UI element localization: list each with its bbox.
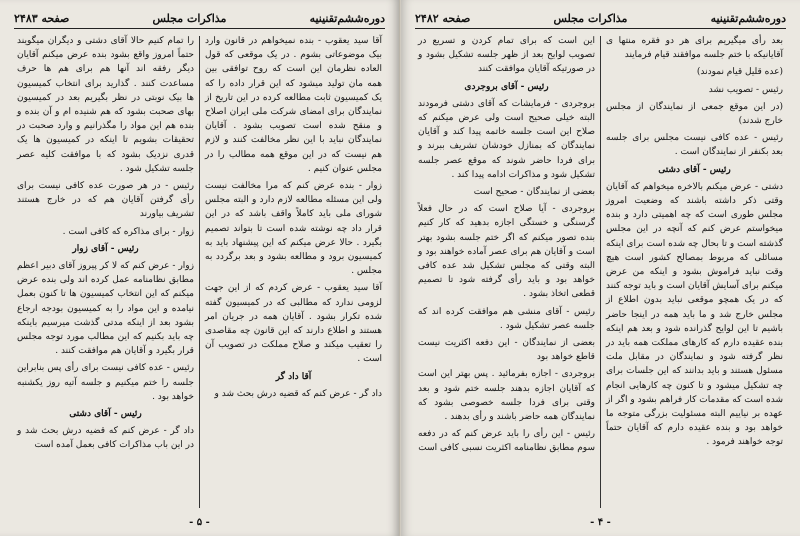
paragraph: بعضی از نمایندگان - صحیح است (473, 187, 595, 198)
column-divider (600, 36, 601, 508)
left-page-footer: - ۵ - (189, 517, 210, 528)
speaker-heading: رئیس - آقای زوار (72, 243, 139, 254)
right-page-footer: - ۴ - (590, 517, 611, 528)
left-page-number: صفحه ۲۴۸۳ (14, 11, 70, 25)
paragraph: دشتی - عرض میکنم بالاخره میخواهم که آقایان وقتی ذکر داشته باشند که وضعیت امروز مجلس طوری است که چه اهمیتی دارد و بنده میخواستم عرض کنم که آنچه در این مجلس گذشته است و تا بحال چه شده است برای اینکه مسائلی که مربوط بمصالح کشور است هیچ وقت نباید فراموش بشود و اینکه من عرض میکنم برای آسایش آقایان است و باید توجه کنند که در یک همچو موقعی نباید بدون اطلاع از مجلس خارج شد و ما باید همه در اینجا حاضر باشیم تا این لوایح گذرانده شود و بعد هم اینکه بنده عقیده دارم که کارهای مملکت همه باید در نظر گرفته شود و نمایندگان در مقابل ملت مسئول هستند و باید بدانند که این جلسات برای چه تشکیل میشود و تا کنون چه کارهایی انجام شده است که مقدمات کار فراهم بشود و اگر از عهده بر نیاییم البته مسئولیت بزرگی متوجه ما خواهد بود و بنده عقیده دارم که آقایان حتماً توجه خواهند فرمود . (606, 181, 783, 448)
right-page-number: صفحه ۲۴۸۲ (415, 11, 471, 25)
paragraph: (در این موقع جمعی از نمایندگان از مجلس خارج شدند) (606, 101, 783, 127)
right-page-column-left (413, 34, 600, 510)
speaker-heading: رئیس - آقای دشتی (658, 164, 731, 175)
left-page-section: دوره‌ششم‌تقنینیه (309, 11, 385, 25)
right-page-column-right (601, 34, 788, 510)
paragraph: بروجردی - اجازه بفرمائید . پس بهتر این است که آقایان اجازه بدهند جلسه ختم شود و بعد وقتی برای فردا جلسه خصوصی بشود که نمایندگان همه حاضر باشند و رأی بدهند . (418, 369, 595, 423)
right-page (400, 0, 800, 536)
paragraph: بروجردی - آیا صلاح است که در حال فعلاً گرسنگی و خستگی اجازه بدهید که کار کنیم بنده تصور میکنم که اگر ختم جلسه بشود بهتر است و آقایان هم برای عصر آماده خواهند بود و البته وقتی که مجلس تشکیل شد عده کافی خواهد بود و باید رأی گرفته شود تا تصمیم قطعی اتخاذ بشود . (418, 204, 595, 300)
paragraph: بعد رأی میگیریم برای هر دو فقره منتها ی آقایانیکه با ختم جلسه موافقند قیام فرمایند (606, 36, 783, 61)
speaker-heading: رئیس - آقای دشتی (69, 409, 142, 420)
paragraph: (عده قلیل قیام نمودند) (696, 67, 783, 78)
speaker-heading: آقا داد گر (275, 371, 312, 382)
right-page-columns (413, 34, 788, 510)
paragraph: آقا سید یعقوب - بنده نمیخواهم در قانون وارد بیک موضوعاتی بشوم . در یک موقعی که قول العاده نظرمان این است که روح توافقی بین همه مان تولید میشود که این قرار داده را که یک کمیسیون ثابت مطالعه کرده در این تاریخ از نمایندگان برای امضای شرکت ملی ایران اصلاح و منقح شده است تصویب بشود . آقایان نمایندگان نباید با این نظر مخالفت کنند و لازم هم نیست که در این موقع همه مطالب را در مجلس عنوان کنیم . (205, 36, 382, 174)
paragraph: زوار - بنده عرض کنم که مرا مخالفت نیست ولی این مسئله مطالعه لازم دارد و البته مجلس شورای ملی باید کاملاً واقف باشد که در این قرار داد چه نوشته شده است تا بتواند تصمیم بگیرد . حالا عرض میکنم که این پیشنهاد باید به کمیسیون برود و مطالعه بشود و بعد برگردد به مجلس . (205, 181, 382, 277)
paragraph: این است که برای تمام کردن و تسریع در تصویب لوایح بعد از ظهر جلسه تشکیل بشود و در صورتیکه آقایان موافقت کنند (418, 36, 595, 75)
paragraph: آقا سید یعقوب - عرض کردم که از این جهت لزومی ندارد که مطالبی که در کمیسیون گفته شده تکرار بشود . آقایان همه در جریان امر هستند و اطلاع دارند که این قانون چه مقاصدی را تعقیب میکند و صلاح مملکت در تصویب آن است . (205, 283, 382, 365)
paragraph: بعضی از نمایندگان - این دفعه اکثریت نیست قاطع خواهد بود (418, 338, 595, 363)
paragraph: داد گر - عرض کنم که قضیه درش بحث شد و (214, 388, 382, 399)
left-page-column-right (200, 34, 387, 510)
column-divider (199, 36, 200, 508)
paragraph: زوار - عرض کنم که لا کر پیروز آقای دبیر اعظم مطابق نظامنامه عمل کرده اند ولی بنده عرض میکنم که این انتخاب کمیسیون ها تا کنون بعمل نیامده و این مواد را به کمیسیون بودجه ارجاع بشود بعد از اینکه مدتی گذشت میرسیم باینکه چه باید بکنیم که این مطالب مورد توجه مجلس قرار بگیرد و آقایان هم موافقت کنند . (17, 261, 194, 357)
paragraph: رئیس - عده کافی نیست برای رأی پس بنابراین جلسه را ختم میکنیم و جلسه آتیه روز یکشنبه خواهد بود . (17, 363, 194, 402)
left-page-title: مذاکرات مجلس (152, 11, 227, 25)
paragraph: بروجردی - فرمایشات که آقای دشتی فرمودند البته خیلی صحیح است ولی عرض میکنم که صلاح این است جلسه خاتمه پیدا کند و آقایان نمایندگان که بمنازل خودشان تشریف ببرند و برای فردا حاضر شوند که موقع عصر جلسه تشکیل شود و مذاکرات ادامه پیدا کند . (418, 98, 595, 180)
left-page-columns (12, 34, 387, 510)
paragraph: رئیس - تصویب نشد (708, 84, 783, 95)
right-page-title: مذاکرات مجلس (553, 11, 628, 25)
right-page-section: دوره‌ششم‌تقنینیه (710, 11, 786, 25)
left-page-header (14, 8, 385, 29)
paragraph: رئیس - این رأی را باید عرض کنم که در دفعه سوم مطابق نظامنامه اکثریت نسبی کافی است (418, 429, 595, 454)
paragraph: رئیس - آقای منشی هم موافقت کرده اند که جلسه عصر تشکیل شود . (418, 306, 595, 331)
paragraph: رئیس - در هر صورت عده کافی نیست برای رأی گرفتن آقایان هم که در خارج هستند تشریف بیاورند (17, 181, 194, 220)
paragraph: رئیس - عده کافی نیست مجلس برای جلسه بعد بکنفر از نمایندگان است . (606, 133, 783, 158)
speaker-heading: رئیس - آقای بروجردی (464, 81, 549, 92)
right-page-header (415, 8, 786, 29)
paragraph: را تمام کنیم حالا آقای دشتی و دیگران میگویند حتماً امروز واقع بشود بنده عرض میکنم آقایان دیگر رفقه اند آنها هم برای هم ها حرف مساعدت کنند . گذارید برای انتخاب کمیسیون ها بیک نوبتی در نظر بگیریم بعد در کمیسیون بهای صحبت بشود که هم شنیده ام و آن بنده و بنده هم این مواد را مگذرانیم و وارد صحبت در تحقیقات بشویم تا اینکه در کمیسیون ها یک قدری نزدیک بشود که با موافقت کلیه عصر جلسه تشکیل شود . (17, 36, 194, 174)
paragraph: داد گر - عرض کنم که قضیه درش بحث شد و در این باب مذاکرات کافی بعمل آمده است (17, 426, 194, 451)
paragraph: زوار - برای مذاکره که کافی است . (62, 226, 194, 237)
left-page-column-left (12, 34, 199, 510)
